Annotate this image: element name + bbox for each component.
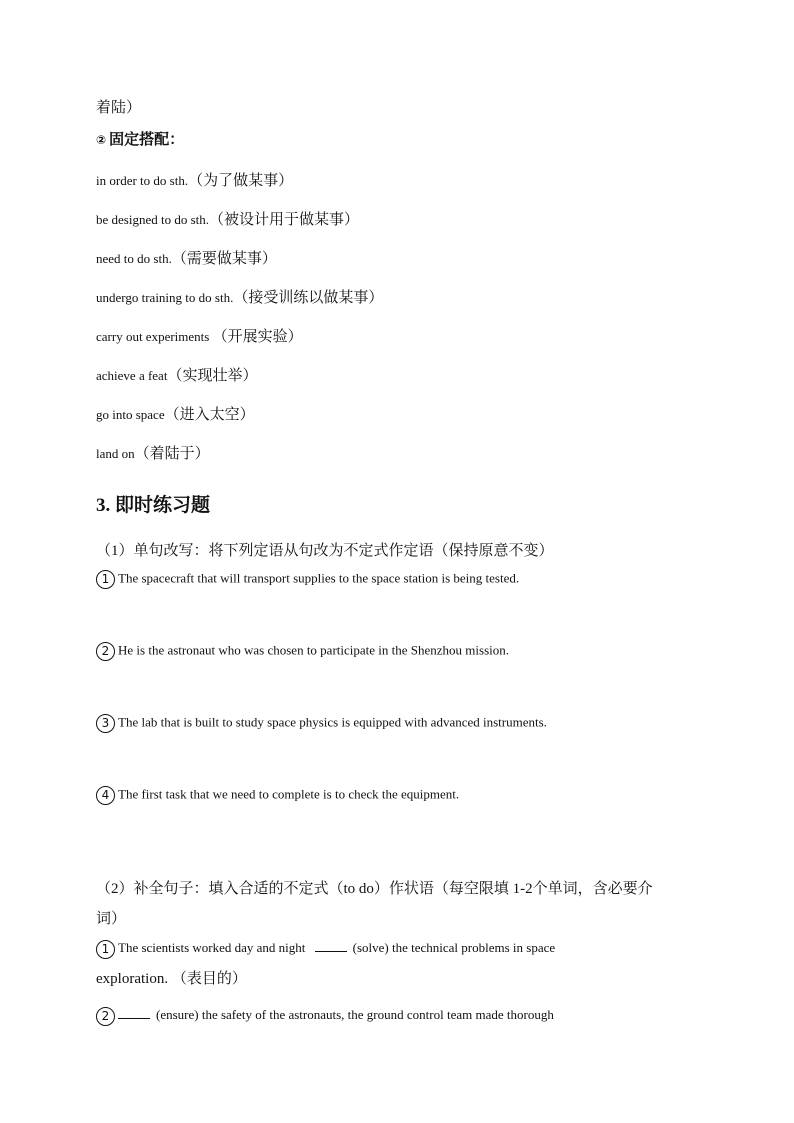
collocation-cn: （实现壮举）: [167, 368, 258, 384]
circled-number: 4: [96, 786, 115, 805]
collocation-item: [96, 325, 303, 346]
collocation-item: [96, 247, 277, 268]
circled-number: 1: [96, 940, 115, 959]
fill-text-before: The scientists worked day and night: [118, 940, 309, 955]
part2-instruction-line1: （2）补全句子：填入合适的不定式（to do）作状语（每空限填 1-2个单词，含必要介: [96, 881, 653, 897]
collocation-cn: （开展实验）: [212, 329, 303, 345]
exercise-text: The first task that we need to complete is to check the equipment.: [118, 786, 460, 802]
fill-text-after: (solve) the technical problems in space: [352, 940, 556, 955]
exercise-item: [96, 570, 519, 589]
collocation-en: go into space: [96, 407, 165, 422]
exercise-item: [96, 786, 459, 805]
collocation-cn: （接受训练以做某事）: [233, 290, 384, 306]
circled-number: 2: [96, 1007, 115, 1026]
collocation-en: carry out experiments: [96, 329, 213, 344]
collocation-cn: （着陆于）: [134, 446, 210, 462]
exercise-text: He is the astronaut who was chosen to participate in the Shenzhou mission.: [118, 642, 510, 658]
collocation-cn: （为了做某事）: [188, 173, 294, 189]
collocations-heading: [96, 128, 184, 149]
collocation-en: need to do sth.: [96, 251, 172, 266]
intro-fragment: 着陆）: [96, 100, 142, 116]
answer-blank[interactable]: [315, 939, 347, 952]
collocations-title: 固定搭配：: [109, 132, 185, 148]
collocation-en: in order to do sth.: [96, 173, 189, 188]
circled-number: 2: [96, 642, 115, 661]
circled-number: 1: [96, 570, 115, 589]
fill-item: [96, 939, 555, 959]
collocation-item: [96, 364, 257, 385]
exercise-item: [96, 642, 509, 661]
collocation-cn: （需要做某事）: [171, 251, 277, 267]
collocation-en: undergo training to do sth.: [96, 290, 234, 305]
fill-text-line2: exploration. （表目的）: [96, 971, 247, 987]
fill-item: [96, 1006, 554, 1026]
collocation-item: [96, 403, 255, 424]
collocation-en: land on: [96, 446, 135, 461]
collocation-item: [96, 442, 210, 463]
fill-text-after: (ensure) the safety of the astronauts, the ground control team made thorough: [156, 1007, 554, 1022]
answer-blank[interactable]: [118, 1006, 150, 1019]
part2-instruction-line2: 词）: [96, 911, 127, 927]
exercise-text: The spacecraft that will transport supplies to the space station is being tested.: [118, 570, 520, 586]
collocation-cn: （被设计用于做某事）: [209, 212, 360, 228]
circled-number: ②: [96, 133, 107, 148]
circled-number: 3: [96, 714, 115, 733]
collocation-cn: （进入太空）: [164, 407, 255, 423]
part1-instruction: （1）单句改写：将下列定语从句改为不定式作定语（保持原意不变）: [96, 543, 554, 559]
collocation-item: [96, 169, 293, 190]
fill-item-continuation: [96, 967, 247, 988]
exercise-text: The lab that is built to study space physics is equipped with advanced instruments.: [118, 714, 547, 730]
section-heading: 3. 即时练习题: [96, 495, 211, 516]
collocation-item: [96, 208, 359, 229]
collocation-item: [96, 286, 383, 307]
collocation-en: achieve a feat: [96, 368, 168, 383]
collocation-en: be designed to do sth.: [96, 212, 210, 227]
exercise-item: [96, 714, 547, 733]
